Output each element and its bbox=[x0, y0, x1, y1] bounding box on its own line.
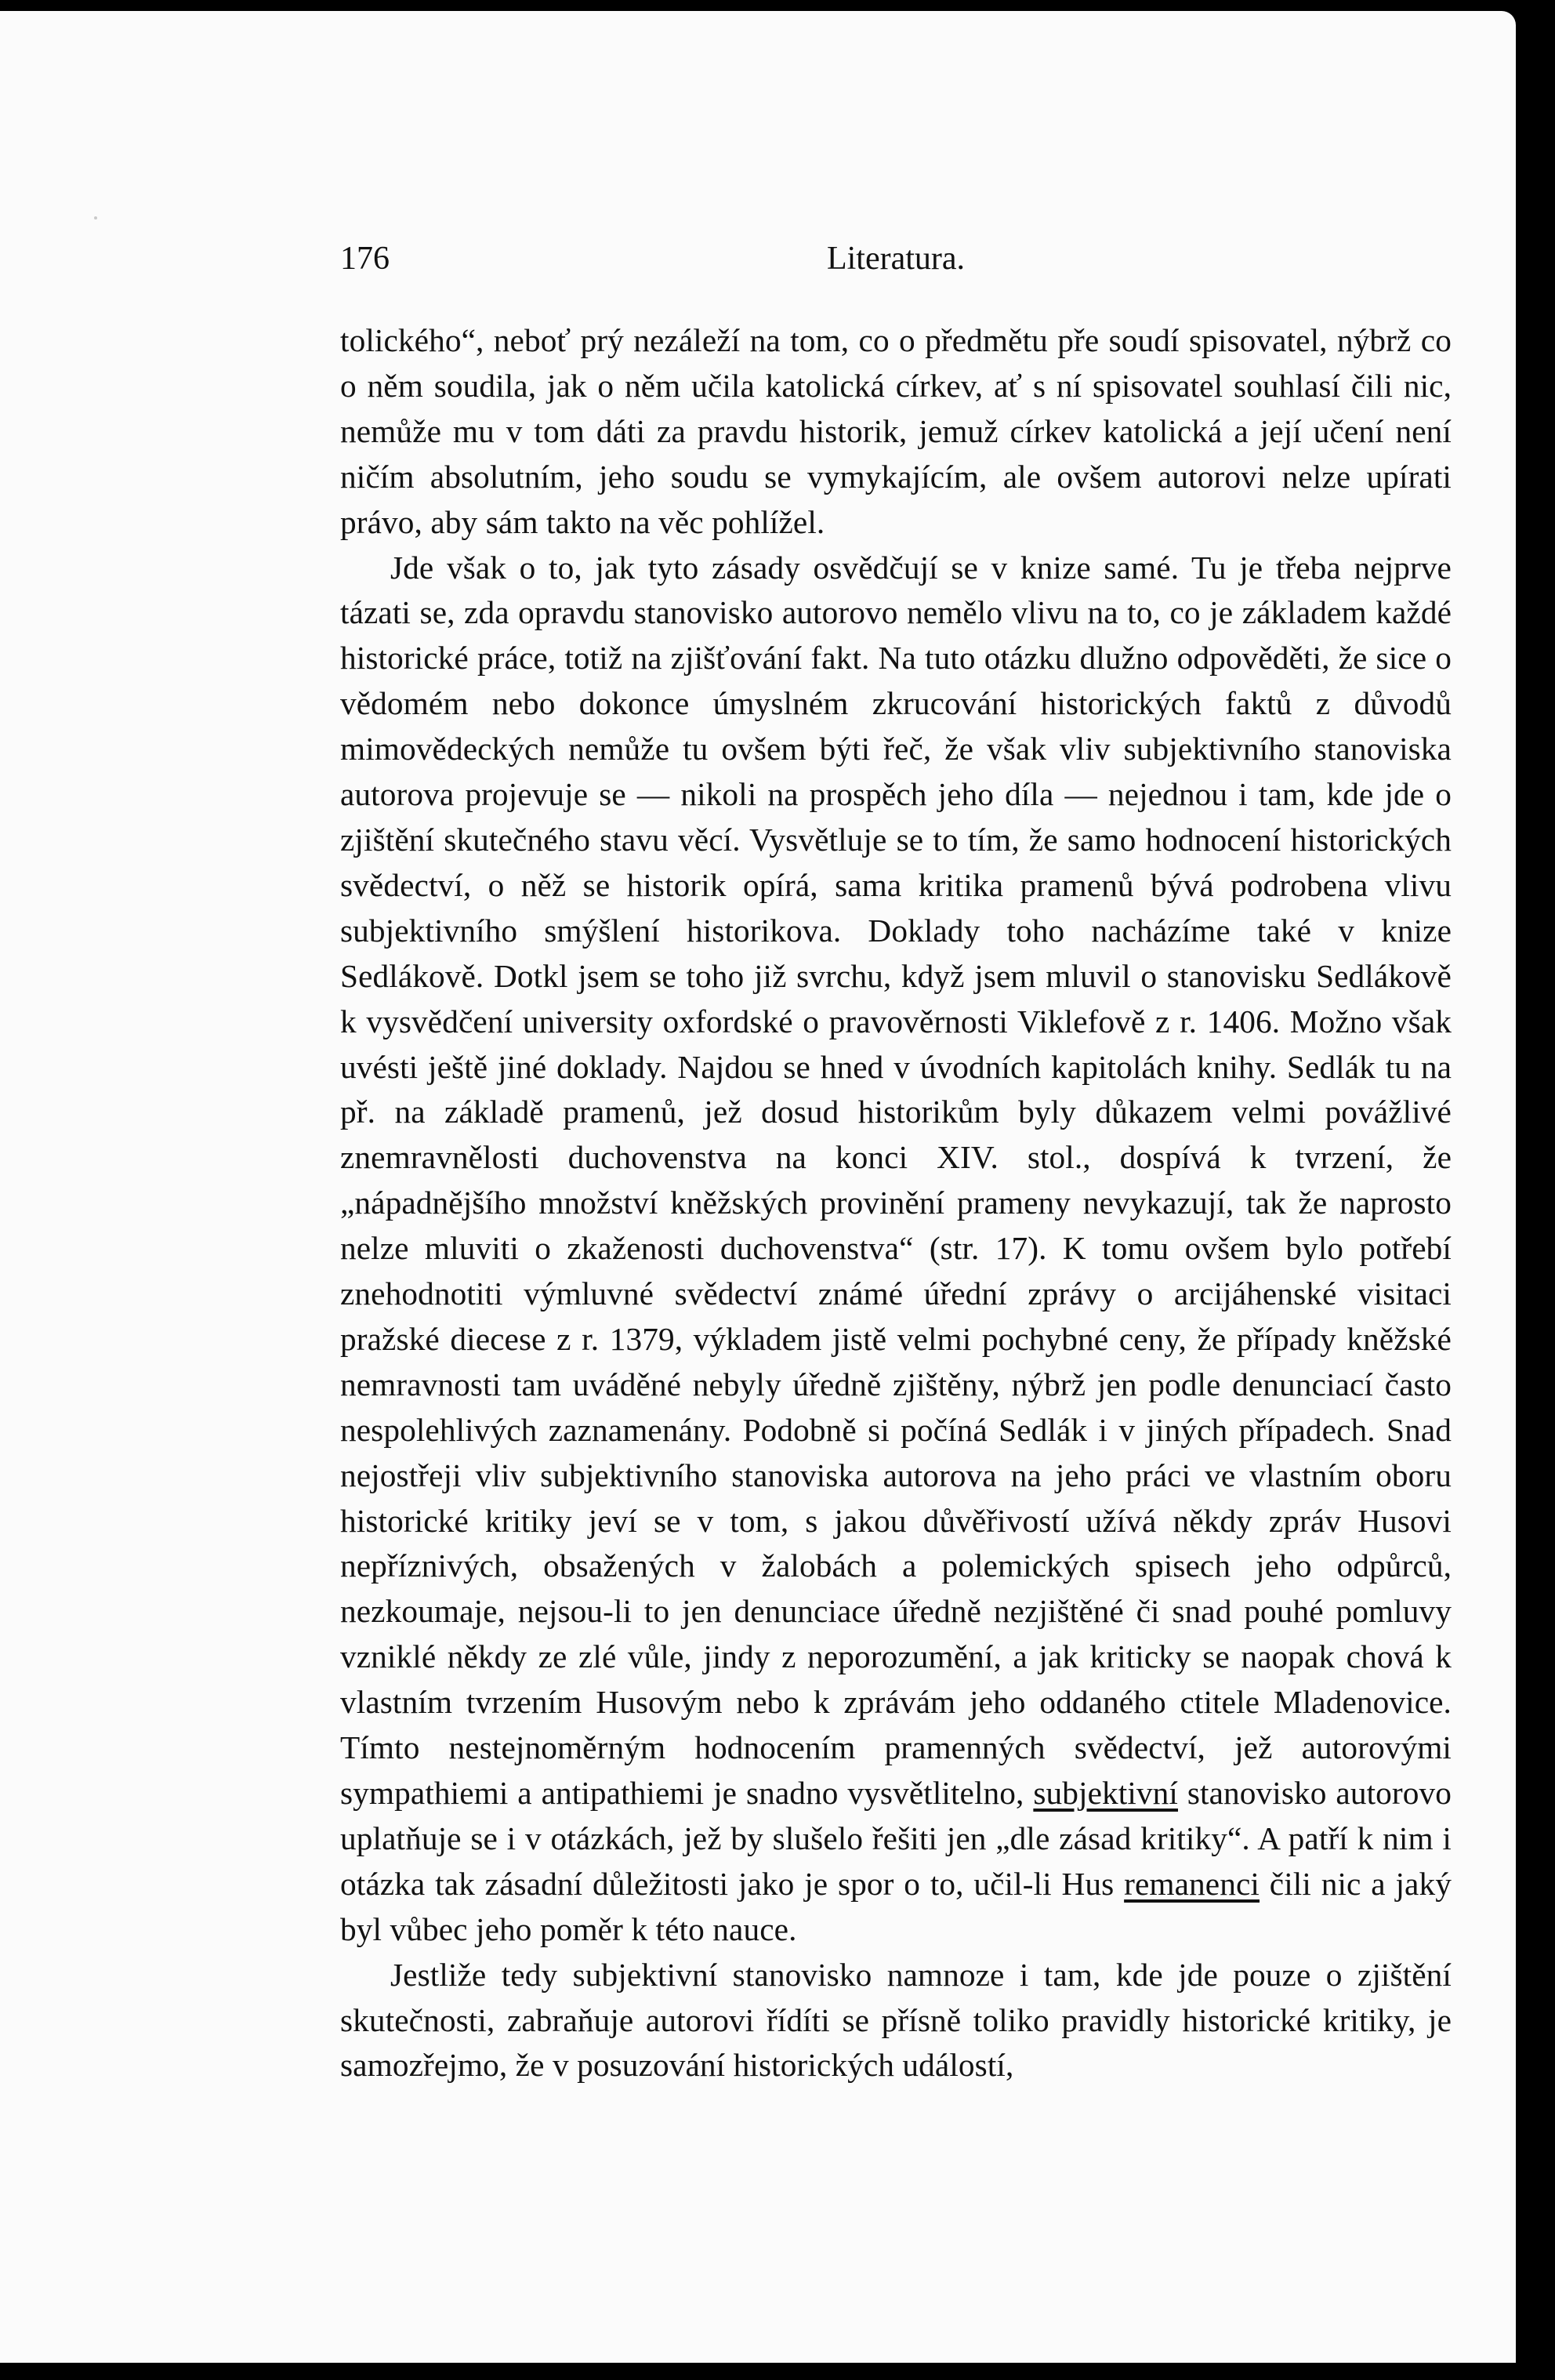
paragraph-3: Jestliže tedy subjektivní stanovisko namnoze i tam, kde jde pouze o zjištění skutečnosti, zabraňuje autorovi řídíti se přísně toliko pravidly historické kritiky, je samozřejmo, že v posuzování historických událostí, bbox=[340, 1956, 1452, 2084]
underlined-word-subjektivni: subjektivní bbox=[1033, 1775, 1178, 1811]
paragraph-2 bbox=[340, 546, 1452, 1953]
running-head bbox=[340, 240, 1452, 287]
paper-speck bbox=[94, 216, 97, 219]
paragraph-2-mid: stanovisko autorovo uplatňuje se i v otázkách, jež by slušelo řešiti jen „dle zásad kritiky“. A patří k nim i otázka tak zásadní důležitosti jako je spor o to, učil-li Hus bbox=[340, 1775, 1452, 1902]
paragraph-1: tolického“, neboť prý nezáleží na tom, co o předmětu pře soudí spisovatel, nýbrž co o něm soudila, jak o něm učila katolická církev, ať s ní spisovatel souhlasí čili nic, nemůže mu v tom dáti za pravdu historik, jemuž církev katolická a její učení není ničím absolutním, jeho soudu se vymykajícím, ale ovšem autorovi nelze upírati právo, aby sám takto na věc pohlížel. bbox=[340, 322, 1452, 540]
book-page bbox=[0, 11, 1516, 2363]
underlined-word-remanenci: remanenci bbox=[1124, 1865, 1260, 1902]
page-number: 176 bbox=[340, 241, 390, 277]
paragraph-2-end: čili nic a jaký byl vůbec jeho poměr k této nauce. bbox=[340, 1865, 1452, 1947]
paragraph-2-text: Jde však o to, jak tyto zásady osvědčují se v knize samé. Tu je třeba nejprve tázati se, zda opravdu stanovisko autorovo nemělo vlivu na to, co je základem každé historické práce, totiž na zjišťování fakt. Na tuto otázku dlužno odpověděti, že sice o vědomém nebo dokonce úmyslném zkrucování historických faktů z důvodů mimovědeckých nemůže tu ovšem býti řeč, že však vliv subjektivního stanoviska autorova projevuje se — nikoli na prospěch jeho díla — nejednou i tam, kde jde o zjištění skutečného stavu věcí. Vysvětluje se to tím, že samo hodnocení historických svědectví, o něž se historik opírá, sama kritika pramenů bývá podrobena vlivu subjektivního smýšlení historikova. Doklady toho nacházíme také v knize Sedlákově. Dotkl jsem se toho již svrchu, když jsem mluvil o stanovisku Sedlákově k vysvědčení university oxfordské o pravověrnosti Viklefově z r. 1406. Možno však uvésti ještě jiné doklady. Najdou se hned v úvodních kapitolách knihy. Sedlák tu na př. na základě pramenů, jež dosud historikům byly důkazem velmi povážlivé znemravnělosti duchovenstva na konci XIV. stol., dospívá k tvrzení, že „nápadnějšího množství kněžských provinění prameny nevykazují, tak že naprosto nelze mluviti o zkaženosti duchovenstva“ (str. 17). K tomu ovšem bylo potřebí znehodnotiti výmluvné svědectví známé úřední zprávy o arcijáhenské visitaci pražské diecese z r. 1379, výkladem jistě velmi pochybné ceny, že případy kněžské nemravnosti tam uváděné nebyly úředně zjištěny, nýbrž jen podle denunciací často nespolehlivých zaznamenány. Podobně si počíná Sedlák i v jiných případech. Snad nejostřeji vliv subjektivního stanoviska autorova na jeho práci ve vlastním oboru historické kritiky jeví se v tom, s jakou důvěřivostí užívá někdy zpráv Husovi nepříznivých, obsažených v žalobách a polemických spisech jeho odpůrců, nezkoumaje, nejsou-li to jen denunciace úředně nezjištěné či snad pouhé pomluvy vzniklé někdy ze zlé vůle, jindy z neporozumění, a jak kriticky se naopak chová k vlastním tvrzením Husovým nebo k zprávám jeho oddaného ctitele Mladenovice. Tímto nestejnoměrným hodnocením pramenných svědectví, jež autorovými sympathiemi a antipathiemi je snadno vysvětlitelno, bbox=[340, 549, 1452, 1811]
running-head-title: Literatura. bbox=[826, 241, 966, 277]
body-text bbox=[340, 318, 1452, 2088]
